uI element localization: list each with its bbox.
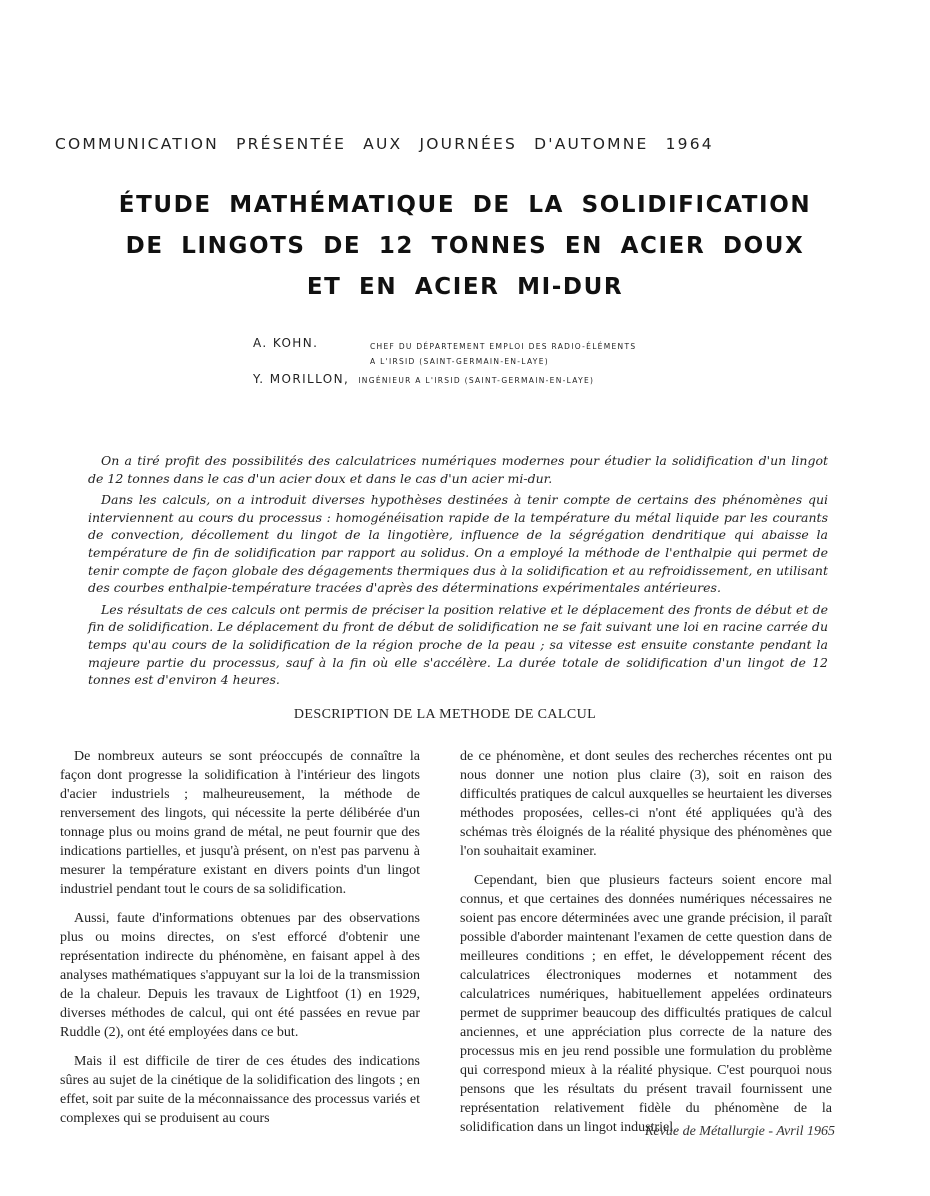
title-line-2: DE LINGOTS DE 12 TONNES EN ACIER DOUX: [125, 233, 805, 259]
article-title: [60, 185, 870, 308]
author-kohn-affiliation-2: [370, 349, 549, 368]
author-name: A. KOHN.: [253, 336, 319, 350]
abstract-paragraph: Dans les calculs, on a introduit diverses hypothèses destinées à tenir compte de certains des phénomènes qui interviennent au cours du processus : homogénéisation rapide de la température du métal liquide par les courants de convection, décollement du lingot de la lingotière, influence de la ségrégation dendritique qui abaisse la température de fin de solidification par rapport au solidus. On a employé la méthode de l'enthalpie qui permet de tenir compte de façon globale des dégagements thermiques dus à la solidification et au refroidissement, en utilisant des courbes enthalpie-température tracées d'après des déterminations expérimentales antérieures.: [88, 492, 828, 596]
communication-header: COMMUNICATION PRÉSENTÉE AUX JOURNÉES D'AUTOMNE 1964: [55, 135, 714, 153]
body-paragraph: Aussi, faute d'informations obtenues par des observations plus ou moins directes, on s'est efforcé d'obtenir une représentation indirecte du phénomène, en faisant appel à des analyses mathématiques s'appuyant sur la loi de la transmission de la chaleur. Depuis les travaux de Lightfoot (1) en 1929, diverses méthodes de calcul, qui ont été passées en revue par Ruddle (2), ont été employées dans ce but.: [60, 911, 420, 1040]
author-affiliation: A L'IRSID (SAINT-GERMAIN-EN-LAYE): [370, 357, 549, 366]
author-kohn-name-row: [253, 332, 318, 351]
body-paragraph: de ce phénomène, et dont seules des recherches récentes ont pu nous donner une notion plus claire (3), soit en raison des difficultés pratiques de calcul auxquelles se heurtaient les diverses méthodes proposées, celles-ci n'ont été appliquées qu'à des schémas très éloignés de la réalité physique des phénomènes que l'on souhaitait examiner.: [460, 749, 832, 859]
author-morillon-row: [253, 368, 594, 387]
section-heading: DESCRIPTION DE LA METHODE DE CALCUL: [293, 707, 597, 722]
abstract: [88, 452, 828, 693]
body-paragraph: Cependant, bien que plusieurs facteurs soient encore mal connus, et que certaines des données numériques nécessaires ne soient pas encore déterminées avec une grande précision, il paraît possible d'aborder maintenant l'examen de cette question dans de meilleures conditions ; en effet, le développement récent des calculatrices électroniques modernes et notamment des calculatrices numériques, habituellement appelées ordinateurs permet de supprimer beaucoup des difficultés pratiques de calcul anciennes, et une appréciation plus correcte de la nature des processus mis en jeu rend possible une formulation du problème qui correspond mieux à la réalité physique. C'est pourquoi nous pensons que les résultats du présent travail fournissent une représentation relativement fidèle du phénomène de la solidification dans un lingot industriel.: [460, 873, 832, 1135]
journal-footer: Revue de Métallurgie - Avril 1965: [644, 1124, 835, 1139]
author-affiliation: INGÉNIEUR A L'IRSID (SAINT-GERMAIN-EN-LAYE): [358, 376, 595, 385]
abstract-paragraph: On a tiré profit des possibilités des calculatrices numériques modernes pour étudier la solidification d'un lingot de 12 tonnes dans le cas d'un acier doux et dans le cas d'un acier mi-dur.: [88, 453, 828, 486]
author-affiliation: CHEF DU DÉPARTEMENT EMPLOI DES RADIO-ÉLÉMENTS: [370, 342, 637, 351]
body-paragraph: Mais il est difficile de tirer de ces études des indications sûres au sujet de la cinétique de la solidification des lingots ; en effet, soit par suite de la méconnaissance des processus variés et complexes qui se produisent au cours: [60, 1054, 420, 1126]
body-column-left: [60, 747, 420, 1138]
title-line-3: ET EN ACIER MI-DUR: [306, 274, 624, 300]
title-line-1: ÉTUDE MATHÉMATIQUE DE LA SOLIDIFICATION: [118, 192, 812, 218]
author-name: Y. MORILLON,: [253, 372, 350, 386]
body-column-right: [460, 747, 832, 1147]
body-paragraph: De nombreux auteurs se sont préoccupés de connaître la façon dont progresse la solidification à l'intérieur des lingots d'acier industriels ; malheureusement, la méthode de renversement des lingots, qui nécessite la perte délibérée d'un tonnage plus ou moins grand de métal, ne peut fournir que des indications partielles, et jusqu'à présent, on n'est pas parvenu à mesurer la température existant en divers points d'un lingot industriel pendant tout le cours de sa solidification.: [60, 749, 420, 897]
abstract-paragraph: Les résultats de ces calculs ont permis de préciser la position relative et le déplacement des fronts de début et de fin de solidification. Le déplacement du front de début de solidification ne se fait suivant une loi en racine carrée du temps qu'au cours de la solidification de la région proche de la peau ; sa vitesse est ensuite constante pendant la majeure partie du processus, sauf à la fin où elle s'accélère. La durée totale de solidification d'un lingot de 12 tonnes est d'environ 4 heures.: [88, 601, 828, 688]
